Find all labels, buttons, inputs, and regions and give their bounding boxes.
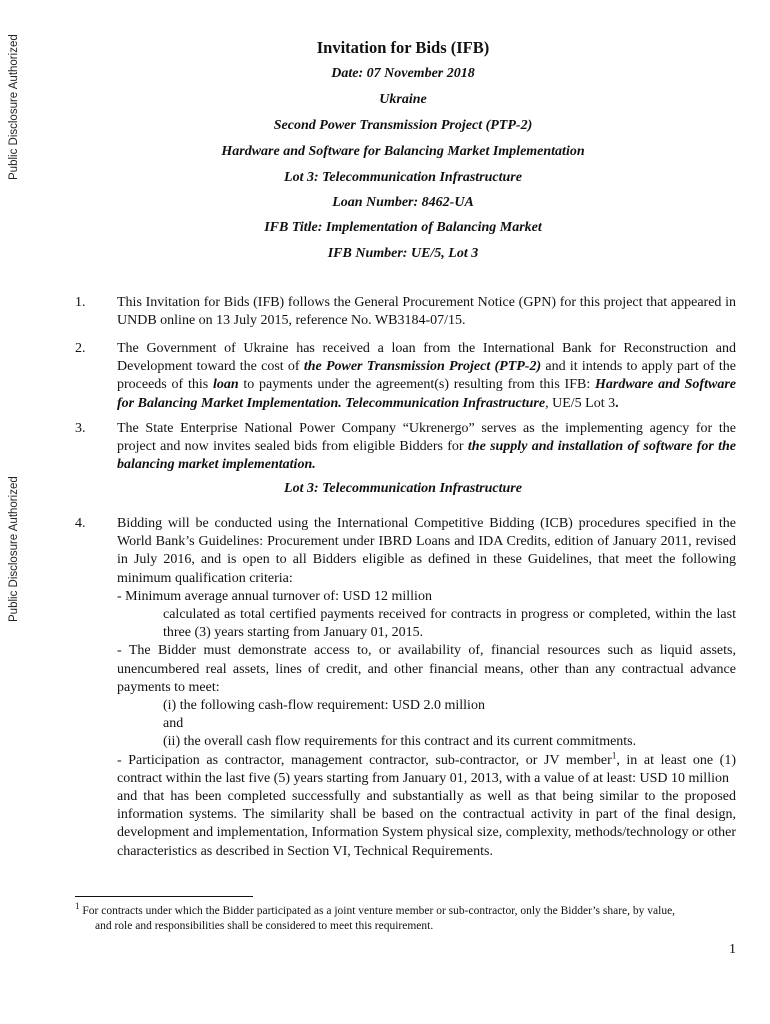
paragraph-number: 4. [75,516,86,531]
page-number: 1 [729,942,736,957]
lot3-heading: Lot 3: Telecommunication Infrastructure [284,481,522,496]
header-lot: Lot 3: Telecommunication Infrastructure [284,170,522,185]
footnote [75,901,736,934]
footnote-reference: 1 [611,749,617,760]
financial-criterion: - The Bidder must demonstrate access to, or availability of, financial resources such as liquid assets, unencumbered real assets, lines of credit, and other financial means, other than any contractual advance payments to meet: [117,643,736,695]
participation-criterion: - Participation as contractor, management contractor, sub-contractor, or JV member$^1$, in at least one (1) contract within the last five (5) years starting from January 01, 2013, with a value of at least: USD 10 million [117,749,737,786]
paragraph-text [117,515,736,861]
footnote-line-2: and role and responsibilities shall be considered to meet this requirement. [95,920,434,932]
footnote-divider [75,896,253,897]
and-connector: and [163,716,184,732]
paragraph-4 [75,515,736,861]
document-title: Invitation for Bids (IFB) [316,38,490,57]
turnover-criterion: - Minimum average annual turnover of: USD 12 million [117,588,432,604]
header-ifb-title: IFB Title: Implementation of Balancing Market [264,220,542,235]
header-scope: Hardware and Software for Balancing Market Implementation [221,144,585,159]
disclosure-label-bottom: Public Disclosure Authorized [8,476,20,622]
paragraph-1 [75,294,736,330]
paragraph-3 [75,420,736,475]
paragraph-text: This Invitation for Bids (IFB) follows the General Procurement Notice (GPN) for this project that appeared in UNDB online on 13 July 2015, reference No. WB3184-07/15. [117,295,736,329]
footnote-mark: 1 [75,901,80,912]
similarity-criterion: and that has been completed successfully and substantially as well as that being similar to the proposed information systems. The similarity shall be based on the contractual activity in part of the final design, development and implementation, Information System physical size, complexity, methods/technology or other characteristics as described in Section VI, Technical Requirements. [117,789,736,859]
paragraph-text: The Government of Ukraine has received a loan from the International Bank for Reconstruction and Development toward the cost of the Power Transmission Project (PTP-2) and it intends to apply part of the proceeds of this loan to payments under the agreement(s) resulting from this IFB: Hardware and Software for Balancing Market Implementation. Telecommunication Infrastructure, UE/5 Lot 3. [117,341,736,411]
header-loan-number: Loan Number: 8462-UA [332,195,474,210]
paragraph-2 [75,340,736,413]
header-country: Ukraine [379,92,427,107]
paragraph-number: 3. [75,421,86,436]
paragraph-text: The State Enterprise National Power Company “Ukrenergo” serves as the implementing agency for the project and now invites sealed bids from eligible Bidders for the supply and installation of software for the balancing market implementation. [117,421,736,473]
header-date: Date: 07 November 2018 [331,66,475,81]
header-project: Second Power Transmission Project (PTP-2) [273,118,533,133]
cashflow-requirement: (i) the following cash-flow requirement: USD 2.0 million [163,698,485,714]
paragraph-number: 2. [75,341,86,356]
bidding-intro: Bidding will be conducted using the International Competitive Bidding (ICB) procedures specified in the World Bank’s Guidelines: Procurement under IBRD Loans and IDA Credits, edition of January 2011, revised in July 2016, and is open to all Bidders eligible as defined in these Guidelines, that meet the following minimum qualification criteria: [117,516,736,586]
header-ifb-number: IFB Number: UE/5, Lot 3 [327,246,479,261]
disclosure-label-top: Public Disclosure Authorized [8,34,20,180]
footnote-line-1: For contracts under which the Bidder participated as a joint venture member or sub-contractor, only the Bidder’s share, by value, [79,905,676,917]
paragraph-number: 1. [75,295,86,310]
turnover-detail: calculated as total certified payments received for contracts in progress or completed, within the last three (3) years starting from January 01, 2015. [163,607,736,641]
overall-cashflow: (ii) the overall cash flow requirements for this contract and its current commitments. [163,734,637,750]
